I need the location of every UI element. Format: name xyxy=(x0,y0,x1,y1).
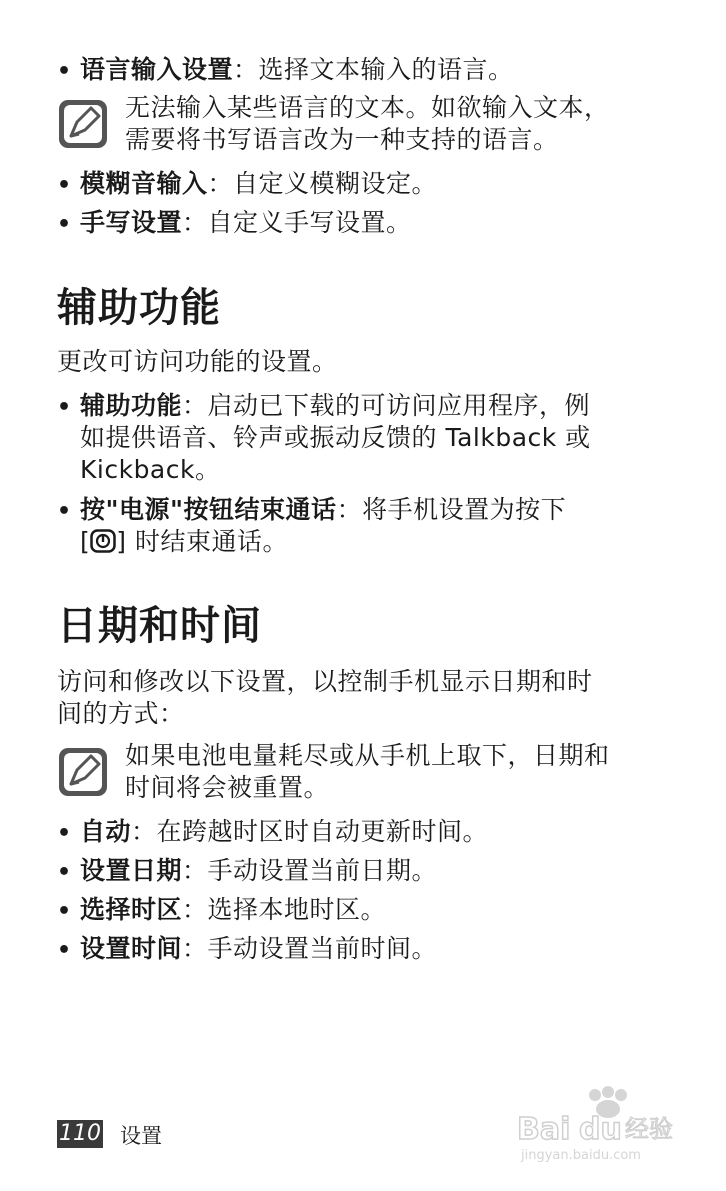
bullet: • xyxy=(57,212,72,237)
list-item-fuzzy-input xyxy=(80,168,690,200)
list-item-accessibility xyxy=(80,390,690,486)
item-term: 设置时间 xyxy=(80,934,183,963)
item-desc: ：手动设置当前日期。 xyxy=(182,856,438,885)
item-desc: ：启动已下载的可访问应用程序，例 xyxy=(182,391,591,420)
bullet: • xyxy=(57,59,72,84)
item-desc-line: ] 时结束通话。 xyxy=(116,527,288,556)
page-section-label: 设置 xyxy=(120,1124,162,1148)
note-line: 需要将书写语言改为一种支持的语言。 xyxy=(125,125,559,154)
bullet: • xyxy=(57,499,72,524)
item-term: 语言输入设置 xyxy=(80,55,234,84)
note-icon xyxy=(57,746,109,798)
svg-text:du: du xyxy=(579,1112,622,1147)
item-desc-line: 如提供语音、铃声或振动反馈的 Talkback 或 xyxy=(80,423,591,452)
item-desc: ：在跨越时区时自动更新时间。 xyxy=(131,817,489,846)
item-desc: ：选择本地时区。 xyxy=(182,895,387,924)
note-text xyxy=(125,92,685,156)
list-item-time-zone xyxy=(80,894,690,926)
svg-text:Bai: Bai xyxy=(517,1112,571,1147)
item-term: 模糊音输入 xyxy=(80,169,208,198)
intro-line: 访问和修改以下设置，以控制手机显示日期和时 xyxy=(57,667,593,696)
note-line: 无法输入某些语言的文本。如欲输入文本， xyxy=(125,93,610,122)
list-item-set-time xyxy=(80,933,690,965)
item-desc: ：将手机设置为按下 xyxy=(336,495,567,524)
bullet: • xyxy=(57,899,72,924)
item-desc: ：自定义模糊设定。 xyxy=(207,169,438,198)
item-desc-line: Kickback。 xyxy=(80,455,221,484)
item-desc: ：手动设置当前时间。 xyxy=(182,934,438,963)
svg-text:经验: 经验 xyxy=(625,1115,673,1143)
item-desc: ：自定义手写设置。 xyxy=(182,208,412,237)
list-item-input-language xyxy=(80,54,690,86)
bullet: • xyxy=(57,173,72,198)
item-desc: ：选择文本输入的语言。 xyxy=(233,55,514,84)
bracket-open: [ xyxy=(80,527,91,556)
list-item-handwriting xyxy=(80,207,690,239)
list-item-power-end-call xyxy=(80,494,690,558)
item-term: 辅助功能 xyxy=(80,391,183,420)
page-number: 110 xyxy=(59,1121,101,1146)
bullet: • xyxy=(57,938,72,963)
item-term: 手写设置 xyxy=(80,208,183,237)
intro-line: 间的方式： xyxy=(57,699,185,728)
list-item-set-date xyxy=(80,855,690,887)
note-line: 如果电池电量耗尽或从手机上取下，日期和 xyxy=(125,741,610,770)
section-heading-accessibility: 辅助功能 xyxy=(57,285,221,331)
item-term: 选择时区 xyxy=(80,895,183,924)
note-line: 时间将会被重置。 xyxy=(125,773,330,802)
list-item-auto xyxy=(80,816,690,848)
note-icon xyxy=(57,98,109,150)
bullet: • xyxy=(57,821,72,846)
power-key-icon xyxy=(90,529,116,553)
note-text xyxy=(125,740,685,804)
svg-text:jingyan.baidu.com: jingyan.baidu.com xyxy=(521,1148,641,1163)
section-intro xyxy=(57,666,677,730)
bullet: • xyxy=(57,860,72,885)
item-term: 设置日期 xyxy=(80,856,183,885)
baidu-watermark-logo xyxy=(515,1085,695,1165)
section-heading-datetime: 日期和时间 xyxy=(57,603,262,649)
item-term: 自动 xyxy=(80,817,132,846)
bullet: • xyxy=(57,395,72,420)
item-term: 按"电源"按钮结束通话 xyxy=(80,495,337,524)
section-intro: 更改可访问功能的设置。 xyxy=(57,347,338,376)
